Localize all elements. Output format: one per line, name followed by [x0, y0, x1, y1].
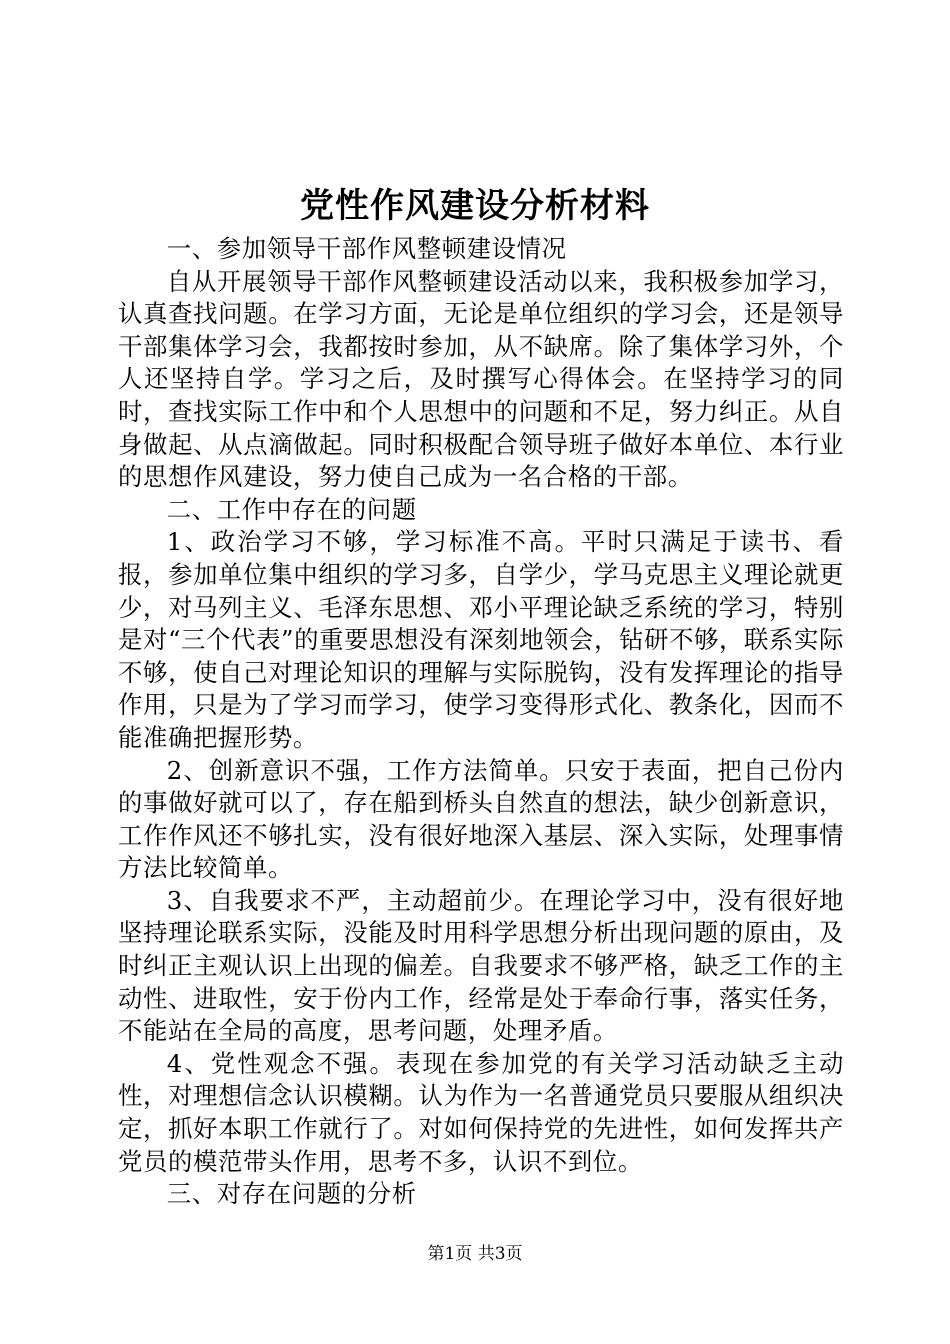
section-heading-2: 二、工作中存在的问题	[166, 494, 417, 524]
document-title: 党性作风建设分析材料	[300, 186, 650, 226]
paragraph-participation: 自从开展领导干部作风整顿建设活动以来，我积极参加学习，认真查找问题。在学习方面，无论是单位组织的学习会，还是领导干部集体学习会，我都按时参加，从不缺席。除了集体学习外，个人还坚持自学。学习之后，及时撰写心得体会。在坚持学习的同时，查找实际工作中和个人思想中的问题和不足，努力纠正。从自身做起、从点滴做起。同时积极配合领导班子做好本单位、本行业的思想作风建设，努力使自己成为一名合格的干部。	[118, 266, 844, 492]
page-number-footer: 第1页 共3页	[427, 1244, 523, 1264]
section-heading-3: 三、对存在问题的分析	[166, 1179, 417, 1209]
paragraph-problem-1: 1、政治学习不够，学习标准不高。平时只满足于读书、看报，参加单位集中组织的学习多，自学少，学马克思主义理论就更少，对马列主义、毛泽东思想、邓小平理论缺乏系统的学习，特别是对“三个代表”的重要思想没有深刻地领会，钻研不够，联系实际不够，使自己对理论知识的理解与实际脱钩，没有发挥理论的指导作用，只是为了学习而学习，使学习变得形式化、教条化，因而不能准确把握形势。	[118, 527, 844, 752]
paragraph-problem-4: 4、党性观念不强。表现在参加党的有关学习活动缺乏主动性，对理想信念认识模糊。认为作为一名普通党员只要服从组织决定，抓好本职工作就行了。对如何保持党的先进性，如何发挥共产党员的模范带头作用，思考不多，认识不到位。	[118, 1048, 844, 1176]
paragraph-problem-2: 2、创新意识不强，工作方法简单。只安于表面，把自己份内的事做好就可以了，存在船到桥头自然直的想法，缺少创新意识，工作作风还不够扎实，没有很好地深入基层、深入实际，处理事情方法比较简单。	[118, 755, 844, 883]
document-body	[118, 233, 844, 1211]
section-heading-1: 一、参加领导干部作风整顿建设情况	[166, 234, 567, 263]
paragraph-problem-3: 3、自我要求不严，主动超前少。在理论学习中，没有很好地坚持理论联系实际，没能及时用科学思想分析出现问题的原由，及时纠正主观认识上出现的偏差。自我要求不够严格，缺乏工作的主动性、进取性，安于份内工作，经常是处于奉命行事，落实任务，不能站在全局的高度，思考问题，处理矛盾。	[118, 885, 844, 1046]
